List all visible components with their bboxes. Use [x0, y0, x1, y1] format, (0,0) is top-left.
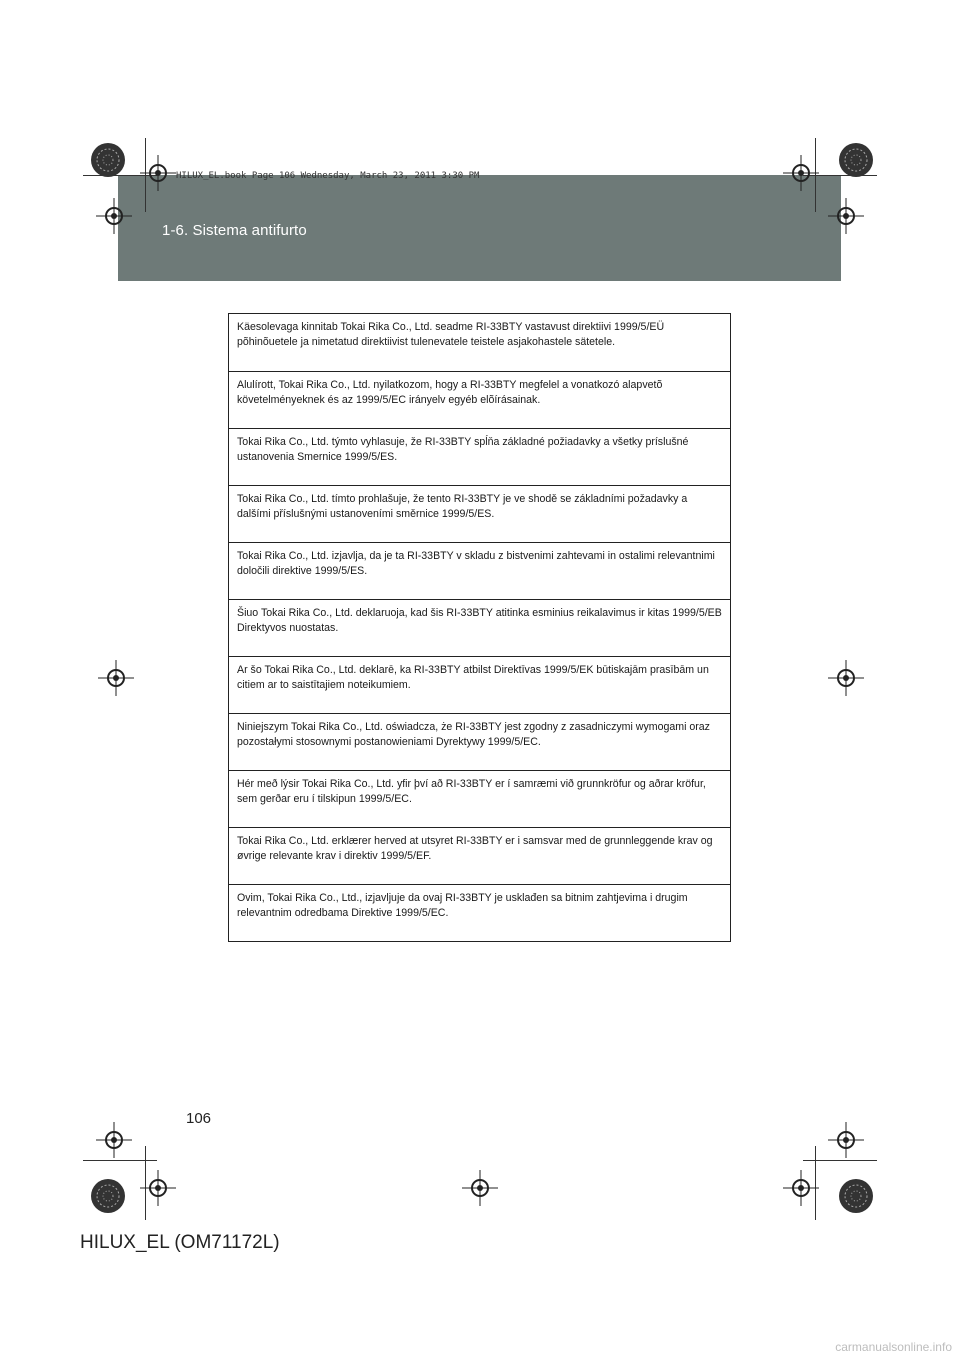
registration-mark-icon: [828, 198, 864, 234]
declaration-czech: Tokai Rika Co., Ltd. tímto prohlašuje, že tento RI-33BTY je ve shodě se základními požadavky a dalšími příslušnými ustanoveními směrnice 1999/5/ES.: [229, 485, 730, 542]
starburst-mark-icon: [838, 142, 874, 178]
starburst-mark-icon: [838, 1178, 874, 1214]
declaration-latvian: Ar šo Tokai Rika Co., Ltd. deklarē, ka RI-33BTY atbilst Direktīvas 1999/5/EK būtiskajām prasībām un citiem ar to saistītajiem noteikumiem.: [229, 656, 730, 713]
registration-mark-icon: [140, 155, 176, 191]
registration-mark-icon: [140, 1170, 176, 1206]
declaration-polish: Niniejszym Tokai Rika Co., Ltd. oświadcza, że RI-33BTY jest zgodny z zasadniczymi wymogami oraz pozostałymi stosownymi postanowieniami Dyrektywy 1999/5/EC.: [229, 713, 730, 770]
print-stamp: HILUX_EL.book Page 106 Wednesday, March 23, 2011 3:30 PM: [176, 171, 480, 181]
declaration-slovak: Tokai Rika Co., Ltd. týmto vyhlasuje, že RI-33BTY spĺňa základné požiadavky a všetky príslušné ustanovenia Smernice 1999/5/ES.: [229, 428, 730, 485]
manual-code: HILUX_EL (OM71172L): [80, 1232, 280, 1253]
crop-line: [83, 1160, 157, 1161]
declaration-icelandic: Hér með lýsir Tokai Rika Co., Ltd. yfir því að RI-33BTY er í samræmi við grunnkröfur og aðrar kröfur, sem gerðar eru í tilskipun 1999/5/EC.: [229, 770, 730, 827]
registration-mark-icon: [96, 198, 132, 234]
registration-mark-icon: [828, 1122, 864, 1158]
registration-mark-icon: [828, 660, 864, 696]
declaration-hungarian: Alulírott, Tokai Rika Co., Ltd. nyilatkozom, hogy a RI-33BTY megfelel a vonatkozó alapvetõ követelményeknek és az 1999/5/EC irányelv egyéb elõírásainak.: [229, 371, 730, 428]
declaration-table: [228, 313, 731, 942]
section-title: 1-6. Sistema antifurto: [162, 222, 307, 239]
declaration-croatian: Ovim, Tokai Rika Co., Ltd., izjavljuje da ovaj RI-33BTY je usklađen sa bitnim zahtjevima i drugim relevantnim odredbama Direktive 1999/5/EC.: [229, 884, 730, 941]
registration-mark-icon: [98, 660, 134, 696]
declaration-lithuanian: Šiuo Tokai Rika Co., Ltd. deklaruoja, kad šis RI-33BTY atitinka esminius reikalavimus ir kitas 1999/5/EB Direktyvos nuostatas.: [229, 599, 730, 656]
declaration-norwegian: Tokai Rika Co., Ltd. erklærer herved at utsyret RI-33BTY er i samsvar med de grunnleggende krav og øvrige relevante krav i direktiv 1999/5/EF.: [229, 827, 730, 884]
registration-mark-icon: [783, 1170, 819, 1206]
crop-line: [803, 1160, 877, 1161]
declaration-estonian: Käesolevaga kinnitab Tokai Rika Co., Ltd. seadme RI-33BTY vastavust direktiivi 1999/5/EÜ põhinõuetele ja nimetatud direktiivist tulenevatele teistele asjakohastele sätetele.: [237, 321, 665, 348]
page-number: 106: [186, 1110, 212, 1127]
starburst-mark-icon: [90, 1178, 126, 1214]
declaration-slovenian: Tokai Rika Co., Ltd. izjavlja, da je ta RI-33BTY v skladu z bistvenimi zahtevami in ostalimi relevantnimi določili direktive 1999/5/ES.: [229, 542, 730, 599]
registration-mark-icon: [462, 1170, 498, 1206]
watermark: carmanualsonline.info: [835, 1340, 952, 1354]
registration-mark-icon: [783, 155, 819, 191]
starburst-mark-icon: [90, 142, 126, 178]
registration-mark-icon: [96, 1122, 132, 1158]
